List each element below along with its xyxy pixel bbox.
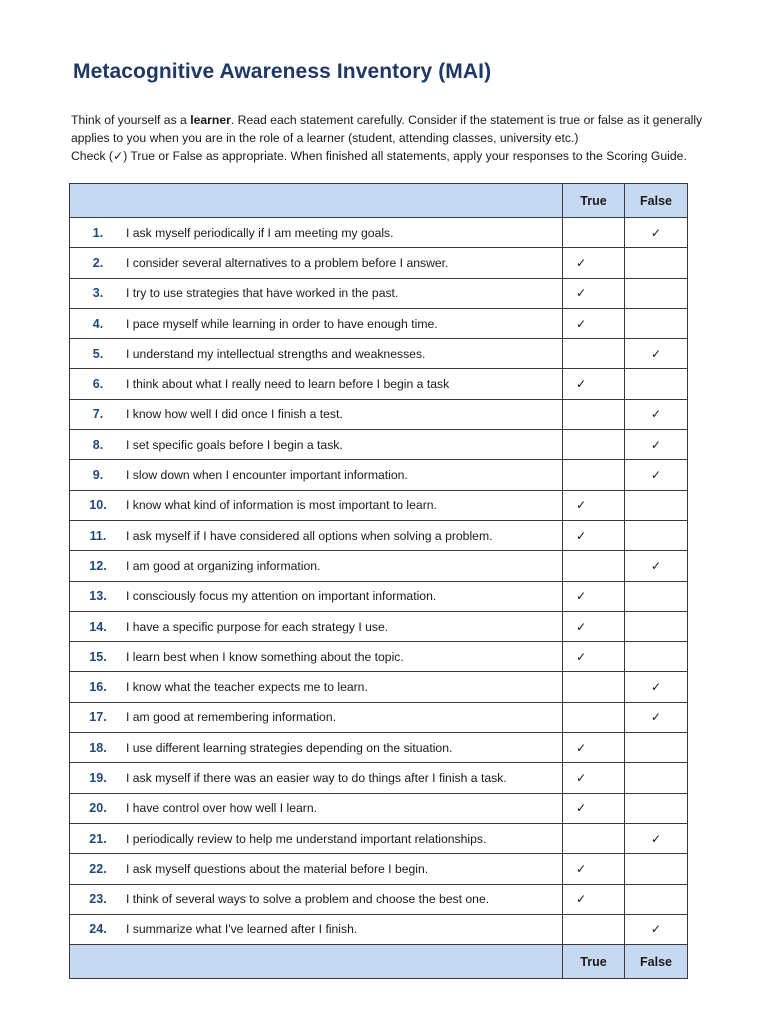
statement-number: 2. [92,255,104,270]
statement-text: I use different learning strategies depending on the situation. [126,740,453,755]
table-row [70,278,688,308]
statement-text: I periodically review to help me understand important relationships. [126,831,487,846]
true-check-cell[interactable] [563,581,625,611]
statement-text: I learn best when I know something about the topic. [126,649,404,664]
checkmark-icon: ✓ [576,316,587,331]
statement-cell [70,339,563,369]
statement-text: I know what kind of information is most important to learn. [126,498,437,513]
table-header-row [70,184,688,218]
inventory-table [69,183,688,979]
true-check-cell[interactable] [563,672,625,702]
false-check-cell[interactable] [625,823,688,853]
statement-text: I set specific goals before I begin a task. [126,437,343,452]
checkmark-icon: ✓ [576,528,587,543]
true-check-cell[interactable] [563,914,625,944]
instructions-line-3: Check (✓) True or False as appropriate. When finished all statements, apply your responses to the Scoring Guide. [71,149,687,163]
checkmark-icon: ✓ [576,801,587,816]
table-row [70,218,688,248]
statement-cell [70,672,563,702]
statement-text: I have control over how well I learn. [126,801,318,816]
true-check-cell[interactable] [563,884,625,914]
statement-cell [70,551,563,581]
statement-number: 20. [89,801,107,816]
false-check-cell[interactable] [625,369,688,399]
false-check-cell[interactable] [625,520,688,550]
table-row [70,884,688,914]
table-footer-row [70,945,688,979]
true-check-cell[interactable] [563,611,625,641]
statement-cell [70,430,563,460]
statement-text: I ask myself questions about the material before I begin. [126,861,429,876]
footer-false-label: False [625,945,688,979]
checkmark-icon: ✓ [576,649,587,664]
statement-cell [70,460,563,490]
table-row [70,369,688,399]
false-check-cell[interactable] [625,460,688,490]
false-check-cell[interactable] [625,308,688,338]
checkmark-icon: ✓ [576,861,587,876]
false-check-cell[interactable] [625,733,688,763]
instructions-line-1-post: . Read each statement carefully. Consider if the statement is true or false as it generally [230,113,703,127]
checkmark-icon: ✓ [650,225,662,240]
false-check-cell[interactable] [625,490,688,520]
table-row [70,611,688,641]
true-check-cell[interactable] [563,733,625,763]
true-check-cell[interactable] [563,460,625,490]
statement-cell [70,642,563,672]
true-check-cell[interactable] [563,430,625,460]
statement-cell [70,520,563,550]
false-check-cell[interactable] [625,642,688,672]
true-check-cell[interactable] [563,399,625,429]
statement-text: I try to use strategies that have worked in the past. [126,286,399,301]
statement-rows [70,218,688,945]
statement-text: I consciously focus my attention on important information. [126,589,437,604]
checkmark-icon: ✓ [650,558,662,573]
true-check-cell[interactable] [563,520,625,550]
table-row [70,490,688,520]
false-check-cell[interactable] [625,793,688,823]
statement-text: I know what the teacher expects me to learn. [126,680,368,695]
statement-cell [70,490,563,520]
false-check-cell[interactable] [625,581,688,611]
statement-number: 11. [89,528,107,543]
table-row [70,248,688,278]
false-check-cell[interactable] [625,430,688,460]
true-check-cell[interactable] [563,702,625,732]
checkmark-icon: ✓ [650,680,662,695]
checkmark-icon: ✓ [576,740,587,755]
checkmark-icon: ✓ [576,286,587,301]
statement-number: 22. [89,861,107,876]
checkmark-icon: ✓ [650,710,662,725]
false-check-cell[interactable] [625,884,688,914]
statement-cell [70,733,563,763]
statement-number: 19. [89,770,107,785]
statement-text: I am good at organizing information. [126,558,321,573]
true-check-cell[interactable] [563,369,625,399]
instructions-line-1-pre: Think of yourself as a [71,113,191,127]
statement-text: I think about what I really need to learn before I begin a task [126,377,450,392]
false-check-cell[interactable] [625,339,688,369]
statement-text: I understand my intellectual strengths and weaknesses. [126,346,426,361]
false-check-cell[interactable] [625,611,688,641]
statement-number: 1. [92,225,104,240]
statement-number: 7. [92,407,104,422]
checkmark-icon: ✓ [576,377,587,392]
statement-text: I am good at remembering information. [126,710,336,725]
table-row [70,520,688,550]
table-row [70,733,688,763]
statement-cell [70,611,563,641]
statement-number: 4. [92,316,104,331]
false-check-cell[interactable] [625,551,688,581]
checkmark-icon: ✓ [576,770,587,785]
false-check-cell[interactable] [625,763,688,793]
header-false-label: False [625,184,688,218]
table-row [70,854,688,884]
statement-cell [70,218,563,248]
table-row [70,702,688,732]
true-check-cell[interactable] [563,248,625,278]
false-check-cell[interactable] [625,702,688,732]
true-check-cell[interactable] [563,551,625,581]
statement-cell [70,914,563,944]
statement-number: 3. [92,286,104,301]
false-check-cell[interactable] [625,399,688,429]
statement-cell [70,399,563,429]
table-row [70,823,688,853]
false-check-cell[interactable] [625,854,688,884]
statement-number: 8. [92,437,104,452]
table-row [70,763,688,793]
statement-cell [70,308,563,338]
statement-number: 9. [92,468,104,483]
checkmark-icon: ✓ [650,407,662,422]
true-check-cell[interactable] [563,218,625,248]
statement-cell [70,702,563,732]
document-title: Metacognitive Awareness Inventory (MAI) [73,60,492,83]
statement-number: 21. [89,831,107,846]
statement-text: I know how well I did once I finish a test. [126,407,343,422]
statement-number: 6. [92,377,104,392]
statement-text: I slow down when I encounter important information. [126,468,408,483]
statement-cell [70,854,563,884]
checkmark-icon: ✓ [576,589,587,604]
statement-number: 23. [89,892,107,907]
true-check-cell[interactable] [563,823,625,853]
header-blank-cell [70,184,563,218]
statement-text: I pace myself while learning in order to have enough time. [126,316,438,331]
table-row [70,551,688,581]
statement-number: 10. [89,498,107,513]
statement-cell [70,763,563,793]
footer-blank-cell [70,945,563,979]
checkmark-icon: ✓ [576,255,587,270]
table-row [70,672,688,702]
statement-cell [70,248,563,278]
statement-cell [70,278,563,308]
checkmark-icon: ✓ [576,619,587,634]
false-check-cell[interactable] [625,218,688,248]
checkmark-icon: ✓ [650,437,662,452]
true-check-cell[interactable] [563,339,625,369]
statement-number: 14. [89,619,107,634]
true-check-cell[interactable] [563,793,625,823]
statement-number: 17. [89,710,107,725]
statement-text: I summarize what I've learned after I finish. [126,922,358,937]
table-row [70,308,688,338]
false-check-cell[interactable] [625,672,688,702]
table-row [70,460,688,490]
checkmark-icon: ✓ [650,831,662,846]
true-check-cell[interactable] [563,642,625,672]
table-row [70,430,688,460]
checkmark-icon: ✓ [650,346,662,361]
footer-true-label: True [563,945,625,979]
instructions [71,111,731,165]
true-check-cell[interactable] [563,854,625,884]
statement-number: 24. [89,922,107,937]
statement-text: I have a specific purpose for each strategy I use. [126,619,389,634]
header-true-label: True [563,184,625,218]
statement-number: 12. [89,558,107,573]
statement-number: 13. [89,589,107,604]
statement-number: 16. [89,680,107,695]
table-row [70,642,688,672]
checkmark-icon: ✓ [650,922,662,937]
statement-number: 15. [89,649,107,664]
statement-cell [70,823,563,853]
statement-text: I think of several ways to solve a problem and choose the best one. [126,892,490,907]
checkmark-icon: ✓ [576,892,587,907]
true-check-cell[interactable] [563,490,625,520]
false-check-cell[interactable] [625,248,688,278]
statement-number: 18. [89,740,107,755]
statement-cell [70,793,563,823]
true-check-cell[interactable] [563,763,625,793]
statement-text: I consider several alternatives to a problem before I answer. [126,255,449,270]
instructions-learner-bold: learner [190,113,231,127]
statement-number: 5. [92,346,104,361]
table-row [70,339,688,369]
false-check-cell[interactable] [625,914,688,944]
statement-text: I ask myself if there was an easier way to do things after I finish a task. [126,770,507,785]
false-check-cell[interactable] [625,278,688,308]
instructions-line-1 [71,111,731,129]
statement-cell [70,581,563,611]
statement-text: I ask myself periodically if I am meeting my goals. [126,225,394,240]
instructions-line-2: applies to you when you are in the role of a learner (student, attending classes, university etc.) [71,131,579,145]
true-check-cell[interactable] [563,278,625,308]
statement-text: I ask myself if I have considered all options when solving a problem. [126,528,493,543]
table-row [70,914,688,944]
checkmark-icon: ✓ [576,498,587,513]
table-row [70,399,688,429]
true-check-cell[interactable] [563,308,625,338]
table-row [70,793,688,823]
checkmark-icon: ✓ [650,468,662,483]
statement-cell [70,369,563,399]
statement-cell [70,884,563,914]
table-row [70,581,688,611]
